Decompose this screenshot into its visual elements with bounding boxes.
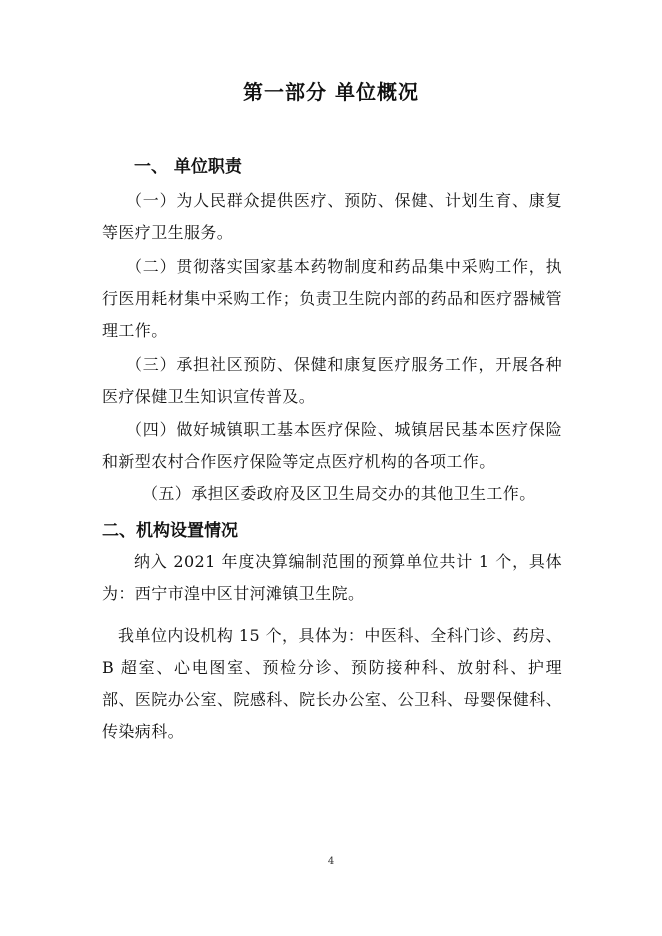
section-heading-organization: 二、机构设置情况 [102,521,238,541]
duty-item-1: （一）为人民群众提供医疗、预防、保健、计划生育、康复等医疗卫生服务。 [102,191,562,242]
duty-item-2: （二）贯彻落实国家基本药物制度和药品集中采购工作，执行医用耗材集中采购工作；负责卫生院内部的药品和医疗器械管理工作。 [102,257,562,340]
section-heading-unit-duties: 一、 单位职责 [134,157,242,177]
organization-paragraph-1: 纳入 2021 年度决算编制范围的预算单位共计 1 个，具体为：西宁市湟中区甘河滩镇卫生院。 [102,552,562,603]
duty-item-3: （三）承担社区预防、保健和康复医疗服务工作，开展各种医疗保健卫生知识宣传普及。 [102,355,562,406]
page-number: 4 [327,856,335,867]
duty-item-5: （五）承担区委政府及区卫生局交办的其他卫生工作。 [142,484,536,503]
duty-item-4: （四）做好城镇职工基本医疗保险、城镇居民基本医疗保险和新型农村合作医疗保险等定点医疗机构的各项工作。 [102,420,562,471]
organization-paragraph-2: 我单位内设机构 15 个，具体为：中医科、全科门诊、药房、B 超室、心电图室、预检分诊、预防接种科、放射科、护理部、医院办公室、院感科、院长办公室、公卫科、母婴保健科、传染病科。 [102,626,562,741]
page-title: 第一部分 单位概况 [243,80,419,104]
